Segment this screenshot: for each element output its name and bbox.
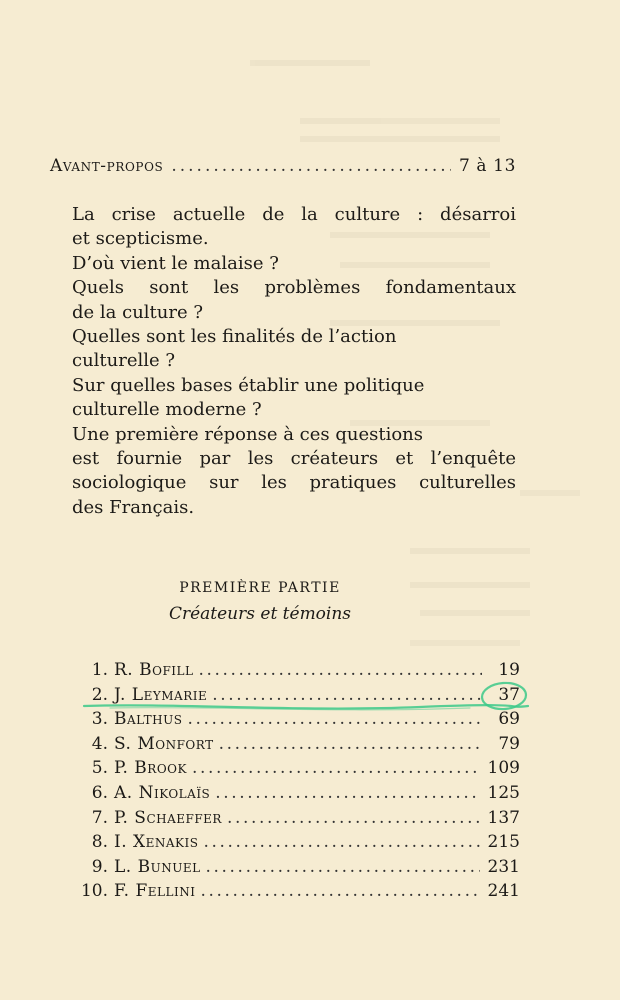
summary-line: La crise actuelle de la culture : désarroi bbox=[72, 204, 516, 225]
summary-line: Une première réponse à ces questions bbox=[72, 423, 423, 445]
toc-page: 231 bbox=[487, 856, 520, 877]
toc-number: 2. bbox=[91, 684, 108, 705]
toc-page: 137 bbox=[487, 807, 520, 828]
toc-name: J. Leymarie bbox=[114, 684, 208, 705]
summary-line: des Français. bbox=[72, 496, 195, 518]
avant-propos-summary bbox=[72, 203, 516, 520]
toc-number: 1. bbox=[91, 660, 108, 680]
toc-number: 9. bbox=[91, 856, 108, 877]
toc-number: 7. bbox=[91, 807, 108, 828]
toc-name: L. Bunuel bbox=[114, 856, 201, 877]
dot-leader bbox=[203, 832, 479, 852]
dot-leader bbox=[227, 808, 480, 828]
toc-entry bbox=[74, 783, 520, 808]
toc-number: 4. bbox=[91, 733, 108, 754]
avant-propos-entry bbox=[50, 156, 516, 176]
toc-entry bbox=[74, 734, 520, 759]
summary-line: sociologique sur les pratiques culturelles bbox=[72, 472, 516, 494]
summary-line: Sur quelles bases établir une politique bbox=[72, 374, 425, 396]
dot-leader bbox=[215, 783, 479, 803]
toc-number: 3. bbox=[91, 709, 108, 730]
toc-page: 37 bbox=[498, 684, 520, 705]
summary-line: de la culture ? bbox=[72, 301, 203, 323]
toc-entry bbox=[74, 832, 520, 857]
toc-page: 109 bbox=[487, 758, 520, 779]
dot-leader bbox=[206, 857, 480, 877]
dot-leader bbox=[198, 660, 482, 680]
table-of-contents bbox=[74, 660, 520, 906]
part-heading: PREMIÈRE PARTIE bbox=[179, 580, 341, 596]
toc-name: I. Xenakis bbox=[114, 832, 199, 853]
toc-entry bbox=[74, 857, 520, 882]
summary-line: Quelles sont les finalités de l’action bbox=[72, 326, 397, 348]
toc-name: R. Bofill bbox=[114, 660, 194, 680]
toc-number: 10. bbox=[80, 881, 108, 902]
toc-entry bbox=[74, 709, 520, 734]
dot-leader bbox=[212, 685, 482, 705]
avant-propos-pages: 7 à 13 bbox=[459, 156, 516, 176]
summary-line: culturelle ? bbox=[72, 350, 176, 372]
part-subtitle: Créateurs et témoins bbox=[168, 604, 352, 624]
toc-name: A. Nikolaïs bbox=[114, 782, 211, 803]
dot-leader bbox=[187, 709, 482, 729]
dot-leader bbox=[200, 881, 479, 901]
toc-entry bbox=[74, 881, 520, 906]
toc-page: 241 bbox=[487, 881, 520, 902]
dot-leader bbox=[192, 758, 480, 778]
toc-page: 69 bbox=[498, 709, 520, 730]
summary-line: D’où vient le malaise ? bbox=[72, 252, 279, 274]
toc-number: 6. bbox=[91, 782, 108, 803]
toc-entry bbox=[74, 685, 520, 710]
toc-name: F. Fellini bbox=[114, 881, 196, 902]
toc-entry bbox=[74, 808, 520, 833]
toc-entry bbox=[74, 660, 520, 685]
avant-propos-title: Avant-propos bbox=[50, 156, 164, 176]
toc-page: 125 bbox=[487, 782, 520, 803]
toc-page: 79 bbox=[498, 733, 520, 754]
summary-line: culturelle moderne ? bbox=[72, 399, 262, 421]
toc-name: Balthus bbox=[114, 709, 183, 730]
toc-entry bbox=[74, 758, 520, 783]
summary-line: Quels sont les problèmes fondamentaux bbox=[72, 277, 516, 299]
summary-line: est fournie par les créateurs et l’enquête bbox=[72, 448, 516, 470]
toc-page: 19 bbox=[498, 660, 520, 680]
dot-leader bbox=[171, 156, 451, 176]
toc-name: P. Brook bbox=[114, 758, 187, 779]
toc-name: P. Schaeffer bbox=[114, 807, 222, 828]
toc-name: S. Monfort bbox=[114, 733, 214, 754]
toc-number: 8. bbox=[91, 832, 108, 853]
summary-line: et scepticisme. bbox=[72, 228, 209, 250]
dot-leader bbox=[219, 734, 482, 754]
toc-page: 215 bbox=[487, 832, 520, 853]
toc-number: 5. bbox=[91, 758, 108, 779]
